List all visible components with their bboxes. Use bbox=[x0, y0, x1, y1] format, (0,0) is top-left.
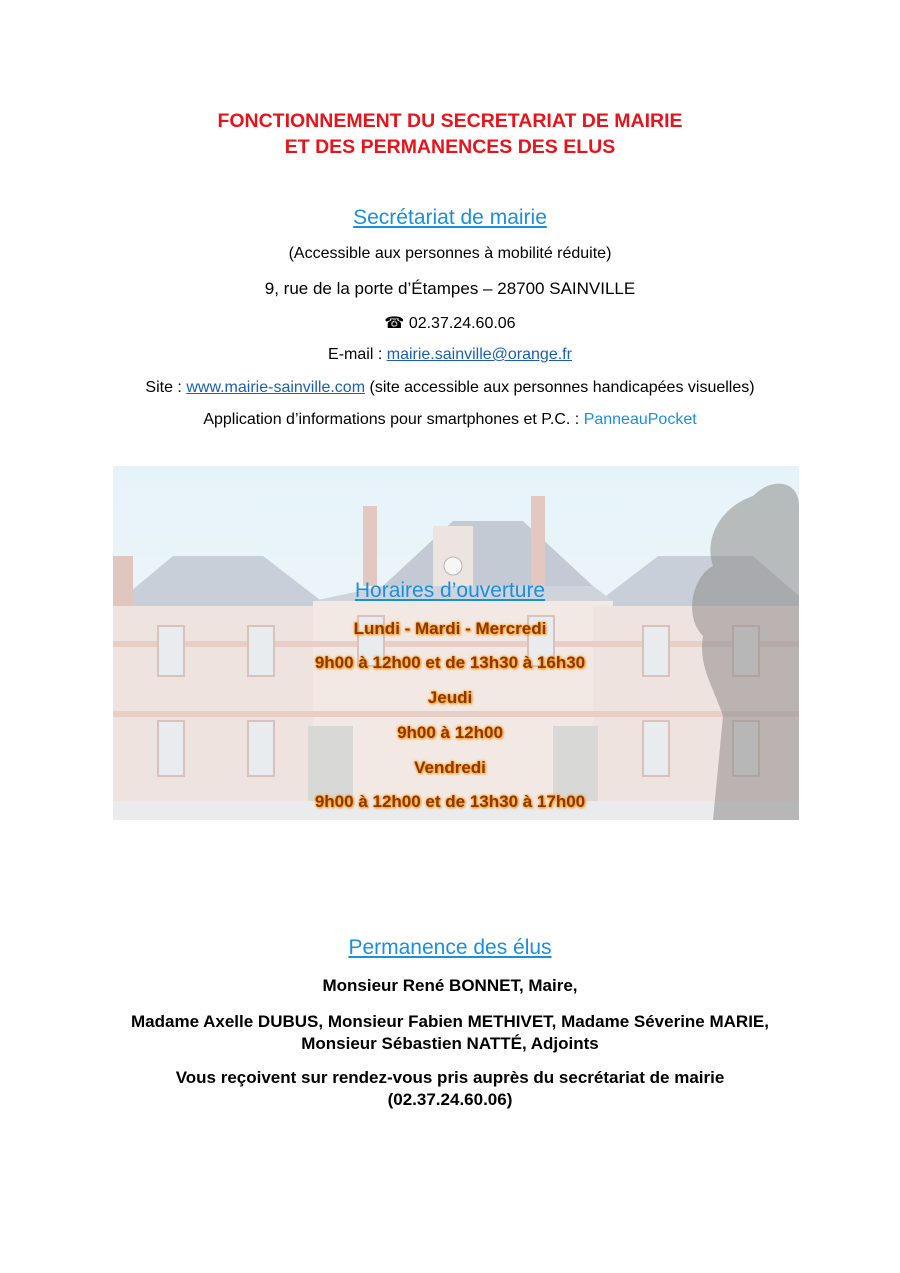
hours-days-2: Jeudi bbox=[427, 688, 473, 707]
phone-line bbox=[0, 313, 900, 333]
app-label: Application d’informations pour smartphones et P.C. : bbox=[203, 411, 580, 428]
email-label: E-mail : bbox=[328, 346, 383, 363]
phone-icon: ☎ bbox=[384, 315, 405, 332]
page-title bbox=[0, 108, 900, 160]
accessibility-note: (Accessible aux personnes à mobilité réduite) bbox=[288, 245, 612, 262]
address: 9, rue de la porte d’Étampes – 28700 SAINVILLE bbox=[264, 279, 636, 298]
hours-time-3: 9h00 à 12h00 et de 13h30 à 17h00 bbox=[314, 792, 586, 811]
rdv-line-1: Vous reçoivent sur rendez-vous pris auprès du secrétariat de mairie bbox=[175, 1068, 725, 1087]
hours-days-3: Vendredi bbox=[414, 758, 486, 777]
page-title-line-2: ET DES PERMANENCES DES ELUS bbox=[284, 136, 616, 158]
opening-hours bbox=[0, 579, 900, 603]
email-line bbox=[0, 346, 900, 364]
site-link[interactable]: www.mairie-sainville.com bbox=[186, 379, 366, 396]
opening-hours-heading: Horaires d’ouverture bbox=[354, 579, 546, 602]
hours-time-2: 9h00 à 12h00 bbox=[397, 723, 503, 742]
hours-days-1: Lundi - Mardi - Mercredi bbox=[353, 619, 547, 638]
maire-line: Monsieur René BONNET, Maire, bbox=[322, 976, 578, 995]
app-link[interactable]: PanneauPocket bbox=[583, 411, 697, 428]
hours-row-4 bbox=[0, 723, 900, 743]
rdv-phone: (02.37.24.60.06) bbox=[387, 1090, 513, 1109]
adjoints-block bbox=[0, 1011, 900, 1055]
email-link[interactable]: mairie.sainville@orange.fr bbox=[386, 346, 572, 363]
secretariat-heading: Secrétariat de mairie bbox=[353, 206, 547, 229]
hours-time-1: 9h00 à 12h00 et de 13h30 à 16h30 bbox=[314, 653, 586, 672]
hours-row-1 bbox=[0, 619, 900, 639]
hours-row-2 bbox=[0, 653, 900, 673]
rdv-block bbox=[0, 1067, 900, 1111]
page-title-line-1: FONCTIONNEMENT DU SECRETARIAT DE MAIRIE bbox=[217, 110, 683, 132]
adjoints-line-1: Madame Axelle DUBUS, Monsieur Fabien METHIVET, Madame Séverine MARIE, bbox=[131, 1012, 769, 1031]
hours-row-3 bbox=[0, 688, 900, 708]
adjoints-line-2: Monsieur Sébastien NATTÉ, Adjoints bbox=[301, 1034, 599, 1053]
hours-row-6 bbox=[0, 792, 900, 812]
site-label: Site : bbox=[145, 379, 182, 396]
app-line bbox=[0, 411, 900, 429]
hours-row-5 bbox=[0, 758, 900, 778]
permanence-heading: Permanence des élus bbox=[348, 936, 552, 959]
phone-number: 02.37.24.60.06 bbox=[408, 315, 516, 332]
site-line bbox=[0, 379, 900, 397]
site-note: (site accessible aux personnes handicapées visuelles) bbox=[369, 379, 755, 396]
